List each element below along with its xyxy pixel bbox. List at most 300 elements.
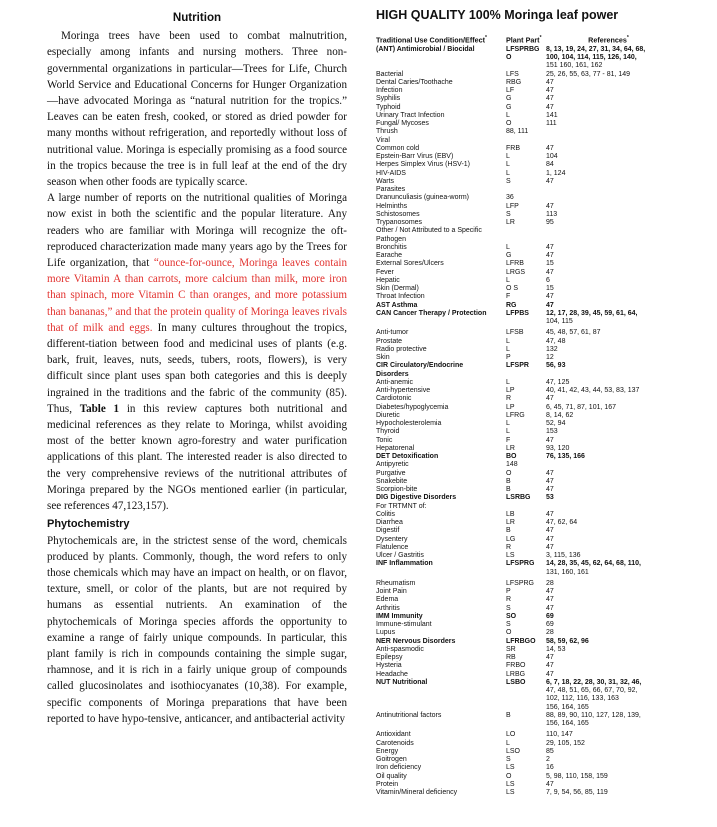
- condition-cell: Diabetes/hypoglycemia: [376, 403, 449, 411]
- condition-cell: Schistosomes: [376, 210, 420, 218]
- plant-part-cell: [506, 62, 546, 70]
- references-cell: 47, 62, 64: [546, 519, 578, 527]
- plant-part-cell: O S: [506, 285, 519, 293]
- table-row: [376, 404, 711, 412]
- references-cell: 93, 120: [546, 444, 570, 452]
- table-row: [376, 112, 711, 120]
- references-cell: 6, 7, 18, 22, 28, 30, 31, 32, 46,: [546, 678, 642, 686]
- header-condition: [376, 34, 506, 45]
- condition-cell: Energy: [376, 747, 399, 755]
- table-row: [376, 170, 711, 178]
- condition-cell: Flatulence: [376, 543, 409, 551]
- plant-part-cell: O: [506, 469, 512, 477]
- table-row: [376, 445, 711, 453]
- table-row: [376, 486, 711, 494]
- table-row: [376, 227, 711, 235]
- condition-cell: Dysentery: [376, 535, 408, 543]
- condition-cell: Prostate: [376, 337, 403, 345]
- table-row: [376, 588, 711, 596]
- condition-cell: Antioxidant: [376, 731, 411, 739]
- references-cell: 14, 53: [546, 645, 566, 653]
- references-cell: 84: [546, 161, 554, 169]
- paragraph-text: in this review captures both nutritional and medicinal references as they relate to Moringa, whilst avoiding most of the better known agro-forestry and water purification applications of this plant. The interested reader is also directed to the very comprehensive reviews of the nutritional attributes of Moringa prepared by the NGOs mentioned earlier (in particular, see references 47,123,157).: [47, 402, 347, 513]
- plant-part-cell: LRBG: [506, 670, 526, 678]
- condition-cell: INF Inflammation: [376, 560, 433, 568]
- references-cell: 29, 105, 152: [546, 739, 585, 747]
- header-mark: *: [626, 35, 629, 41]
- plant-part-cell: LS: [506, 780, 515, 788]
- table-row: [376, 293, 711, 301]
- references-cell: 47: [546, 243, 554, 251]
- plant-part-cell: [506, 227, 546, 235]
- condition-cell: Thrush: [376, 128, 398, 136]
- table-row: [376, 428, 711, 436]
- condition-cell: Syphilis: [376, 95, 401, 103]
- condition-cell: Helminths: [376, 202, 408, 210]
- table-row: [376, 470, 711, 478]
- plant-part-cell: B: [506, 711, 511, 719]
- references-cell: [546, 503, 711, 511]
- plant-part-cell: LFSPRG: [506, 560, 535, 568]
- references-cell: 47: [546, 301, 554, 309]
- plant-part-cell: LS: [506, 552, 515, 560]
- condition-cell: [376, 569, 506, 577]
- plant-part-cell: LR: [506, 519, 515, 527]
- references-cell: 6, 45, 71, 87, 101, 167: [546, 403, 617, 411]
- table-row: [376, 71, 711, 79]
- table-body: [376, 46, 711, 798]
- table-row: [376, 756, 711, 764]
- condition-cell: Anti-anemic: [376, 378, 413, 386]
- references-cell: 47, 125: [546, 378, 570, 386]
- plant-part-cell: G: [506, 95, 512, 103]
- condition-cell: Tonic: [376, 436, 393, 444]
- plant-part-cell: [506, 186, 546, 194]
- references-cell: 14, 28, 35, 45, 62, 64, 68, 110,: [546, 560, 641, 568]
- references-cell: 95: [546, 219, 554, 227]
- references-cell: 47: [546, 202, 554, 210]
- table-row: [376, 338, 711, 346]
- table-row: [376, 277, 711, 285]
- table-row: [376, 731, 711, 739]
- references-cell: [546, 371, 711, 379]
- references-cell: 6: [546, 276, 550, 284]
- condition-cell: For TRTMNT of:: [376, 502, 427, 510]
- condition-cell: Earache: [376, 252, 403, 260]
- table-row: [376, 412, 711, 420]
- plant-part-cell: LRGS: [506, 268, 526, 276]
- header-references: [546, 34, 711, 45]
- condition-cell: Antipyretic: [376, 461, 409, 469]
- references-cell: 132: [546, 345, 558, 353]
- table-row: [376, 773, 711, 781]
- references-cell: 102, 112, 116, 133, 163: [546, 695, 619, 703]
- plant-part-cell: LP: [506, 387, 515, 395]
- references-cell: 104, 115: [546, 318, 573, 326]
- plant-part-cell: [506, 687, 546, 695]
- table-row: [376, 46, 711, 54]
- plant-part-cell: LS: [506, 764, 515, 772]
- plant-part-cell: S: [506, 756, 511, 764]
- paragraph-text: A large number of reports on the nutritional qualities of Moringa now exist in both the scientific and the popular literature. Any readers who are familiar with Moringa will recognize the oft-reproduced characterization made many years ago by the Trees for Life organization, that: [47, 192, 347, 270]
- plant-part-cell: FRB: [506, 144, 520, 152]
- references-cell: 40, 41, 42, 43, 44, 53, 83, 137: [546, 387, 640, 395]
- plant-part-cell: [506, 236, 546, 244]
- references-cell: 156, 164, 165: [546, 703, 589, 711]
- table-row: [376, 95, 711, 103]
- condition-cell: Joint Pain: [376, 588, 407, 596]
- condition-cell: Disorders: [376, 370, 409, 378]
- references-cell: 113: [546, 210, 558, 218]
- references-cell: [546, 236, 711, 244]
- references-cell: [546, 461, 711, 469]
- condition-cell: Skin: [376, 354, 390, 362]
- condition-cell: DET Detoxification: [376, 453, 439, 461]
- table-row: [376, 346, 711, 354]
- header-condition-label: Traditional Use Condition/Effect: [376, 35, 486, 45]
- plant-part-cell: LFSPR: [506, 362, 529, 370]
- references-cell: 47: [546, 510, 554, 518]
- table-row: [376, 161, 711, 169]
- condition-cell: Edema: [376, 596, 399, 604]
- table-row: [376, 310, 711, 318]
- table-row: [376, 494, 711, 502]
- table-row: [376, 596, 711, 604]
- plant-part-cell: R: [506, 543, 512, 551]
- table-row: [376, 244, 711, 252]
- plant-part-cell: L: [506, 739, 510, 747]
- plant-part-cell: L: [506, 153, 510, 161]
- table-row: [376, 461, 711, 469]
- table-row: [376, 536, 711, 544]
- plant-part-cell: B: [506, 527, 511, 535]
- references-cell: 104: [546, 153, 558, 161]
- references-cell: 47: [546, 395, 554, 403]
- condition-cell: [376, 318, 506, 326]
- references-cell: 8, 14, 62: [546, 411, 574, 419]
- table-row: [376, 695, 711, 703]
- table-row: [376, 519, 711, 527]
- condition-cell: [376, 62, 506, 70]
- condition-cell: Other / Not Attributed to a Specific: [376, 227, 482, 235]
- condition-cell: Throat Infection: [376, 293, 425, 301]
- condition-cell: CIR Circulatory/Endocrine: [376, 362, 464, 370]
- plant-part-cell: [506, 569, 546, 577]
- plant-part-cell: FRBO: [506, 662, 526, 670]
- references-cell: 47: [546, 527, 554, 535]
- table-row: [376, 252, 711, 260]
- plant-part-cell: RG: [506, 301, 517, 309]
- condition-cell: Hepatorenal: [376, 444, 415, 452]
- condition-cell: Oil quality: [376, 772, 407, 780]
- plant-part-cell: [506, 704, 546, 712]
- table-row: [376, 318, 711, 326]
- header-mark: *: [485, 35, 487, 41]
- plant-part-cell: LR: [506, 219, 515, 227]
- table-row: [376, 580, 711, 588]
- plant-part-cell: LFRG: [506, 411, 525, 419]
- references-cell: 28: [546, 579, 554, 587]
- plant-part-cell: [506, 137, 546, 145]
- references-cell: 47: [546, 252, 554, 260]
- references-cell: 47: [546, 268, 554, 276]
- table-row: [376, 79, 711, 87]
- table-row: [376, 671, 711, 679]
- condition-cell: [376, 54, 506, 62]
- plant-part-cell: LF: [506, 87, 515, 95]
- plant-part-cell: [506, 318, 546, 326]
- condition-cell: NUT Nutritional: [376, 678, 428, 686]
- references-cell: 47: [546, 604, 554, 612]
- table-row: [376, 104, 711, 112]
- table-row: [376, 704, 711, 712]
- plant-part-cell: LFSB: [506, 329, 524, 337]
- references-cell: 12, 17, 28, 39, 45, 59, 61, 64,: [546, 309, 638, 317]
- references-cell: 85: [546, 747, 554, 755]
- plant-part-cell: S: [506, 604, 511, 612]
- table-row: [376, 605, 711, 613]
- table-row: [376, 654, 711, 662]
- references-cell: 47: [546, 144, 554, 152]
- references-cell: 47: [546, 177, 554, 185]
- plant-part-cell: [506, 503, 546, 511]
- references-cell: [546, 128, 711, 136]
- condition-cell: Hysteria: [376, 662, 402, 670]
- references-cell: 47: [546, 535, 554, 543]
- highlighted-quote: “ounce-for-ounce, Moringa leaves contain more Vitamin A than carrots, more calcium than milk, more iron than spinach, more Vitamin C than oranges, and more potassium than bananas,” and that the protein quality of Moringa leaves rivals that of milk and eggs.: [47, 257, 347, 334]
- table-row: [376, 362, 711, 370]
- references-cell: [546, 186, 711, 194]
- plant-part-cell: LSRBG: [506, 494, 531, 502]
- plant-part-cell: LSBO: [506, 678, 526, 686]
- condition-cell: Immune-stimulant: [376, 621, 432, 629]
- references-cell: 47: [546, 596, 554, 604]
- references-cell: 28: [546, 629, 554, 637]
- plant-part-cell: L: [506, 428, 510, 436]
- plant-part-cell: L: [506, 337, 510, 345]
- references-cell: 47: [546, 103, 554, 111]
- references-cell: 47: [546, 670, 554, 678]
- references-cell: 7, 9, 54, 56, 85, 119: [546, 789, 608, 797]
- references-cell: [546, 194, 711, 202]
- plant-part-cell: 88, 111: [506, 128, 529, 136]
- condition-cell: Colitis: [376, 510, 396, 518]
- condition-cell: Bacterial: [376, 70, 404, 78]
- header-mark: *: [539, 35, 542, 41]
- condition-cell: NER Nervous Disorders: [376, 637, 456, 645]
- references-cell: 5, 98, 110, 158, 159: [546, 772, 608, 780]
- plant-part-cell: [506, 720, 546, 728]
- condition-cell: [376, 695, 506, 703]
- paragraph-nutrition-reports: [47, 190, 347, 514]
- table-row: [376, 552, 711, 560]
- references-cell: 56, 93: [546, 362, 566, 370]
- condition-cell: [376, 704, 506, 712]
- references-cell: 141: [546, 111, 558, 119]
- references-cell: 16: [546, 764, 554, 772]
- references-cell: 110, 147: [546, 731, 573, 739]
- plant-part-cell: L: [506, 420, 510, 428]
- condition-cell: Anti-tumor: [376, 329, 409, 337]
- table-row: [376, 662, 711, 670]
- condition-cell: Parasites: [376, 186, 406, 194]
- table-title: HIGH QUALITY 100% Moringa leaf power: [376, 8, 619, 22]
- table-row: [376, 379, 711, 387]
- plant-part-cell: LFP: [506, 202, 519, 210]
- table-row: [376, 453, 711, 461]
- condition-cell: Hepatic: [376, 276, 400, 284]
- table-row: [376, 54, 711, 62]
- condition-cell: Diarrhea: [376, 519, 403, 527]
- table-row: [376, 740, 711, 748]
- condition-cell: Thyroid: [376, 428, 400, 436]
- references-cell: 69: [546, 621, 554, 629]
- plant-part-cell: 148: [506, 461, 518, 469]
- condition-cell: Pathogen: [376, 235, 406, 243]
- plant-part-cell: LG: [506, 535, 516, 543]
- table-row: [376, 613, 711, 621]
- table-row: [376, 87, 711, 95]
- plant-part-cell: S: [506, 177, 511, 185]
- plant-part-cell: O: [506, 629, 512, 637]
- table-row: [376, 260, 711, 268]
- condition-cell: Typhoid: [376, 103, 401, 111]
- condition-cell: Viral: [376, 136, 390, 144]
- plant-part-cell: LFSPRBG: [506, 45, 540, 53]
- table-row: [376, 329, 711, 337]
- table-row: [376, 646, 711, 654]
- table-row: [376, 712, 711, 720]
- condition-cell: Vitamin/Mineral deficiency: [376, 789, 458, 797]
- condition-cell: IMM Immunity: [376, 612, 423, 620]
- plant-part-cell: LB: [506, 510, 515, 518]
- plant-part-cell: LP: [506, 403, 515, 411]
- condition-cell: Bronchitis: [376, 243, 407, 251]
- references-cell: 52, 94: [546, 420, 566, 428]
- plant-part-cell: F: [506, 293, 511, 301]
- table-row: [376, 748, 711, 756]
- table-row: [376, 269, 711, 277]
- plant-part-cell: O: [506, 54, 512, 62]
- table-row: [376, 679, 711, 687]
- references-cell: 53: [546, 494, 554, 502]
- condition-cell: Iron deficiency: [376, 764, 422, 772]
- paragraph-nutrition-intro: Moringa trees have been used to combat malnutrition, especially among infants and nursing mothers. Three non-governmental organizations in particular—Trees for Life, Church World Service and Educational Concerns for Hunger Organization—have advocated Moringa as “natural nutrition for the tropics.” Leaves can be eaten fresh, cooked, or stored as dried powder for many months without refrigeration, and reportedly without loss of nutritional value. Moringa is especially promising as a food source in the tropics because the tree is in full leaf at the end of the dry season when other foods are typically scarce.: [47, 30, 347, 189]
- table-row: [376, 285, 711, 293]
- condition-cell: Goitrogen: [376, 756, 407, 764]
- table-row: [376, 569, 711, 577]
- table-row: [376, 629, 711, 637]
- condition-cell: AST Asthma: [376, 301, 418, 309]
- table-row: [376, 128, 711, 136]
- references-cell: 47: [546, 469, 554, 477]
- uses-table-panel: [376, 8, 711, 797]
- table-row: [376, 203, 711, 211]
- plant-part-cell: 36: [506, 194, 514, 202]
- references-cell: 15: [546, 260, 554, 268]
- table-row: [376, 371, 711, 379]
- plant-part-cell: LFS: [506, 70, 519, 78]
- condition-cell: [376, 687, 506, 695]
- plant-part-cell: L: [506, 111, 510, 119]
- condition-cell: External Sores/Ulcers: [376, 260, 444, 268]
- plant-part-cell: [506, 695, 546, 703]
- references-cell: 12: [546, 354, 554, 362]
- plant-part-cell: [506, 371, 546, 379]
- references-cell: 47: [546, 78, 554, 86]
- condition-cell: Trypanosomes: [376, 219, 423, 227]
- plant-part-cell: B: [506, 477, 511, 485]
- condition-cell: Anti-hypertensive: [376, 387, 431, 395]
- plant-part-cell: S: [506, 621, 511, 629]
- references-cell: 47, 48: [546, 337, 566, 345]
- references-cell: [546, 137, 711, 145]
- references-cell: 47: [546, 436, 554, 444]
- table-row: [376, 145, 711, 153]
- table-row: [376, 236, 711, 244]
- plant-part-cell: LSO: [506, 747, 521, 755]
- references-cell: 131, 160, 161: [546, 568, 589, 576]
- table-row: [376, 527, 711, 535]
- header-plant-part: [506, 34, 546, 45]
- plant-part-cell: LFSPRG: [506, 579, 535, 587]
- condition-cell: Digestif: [376, 527, 400, 535]
- table-row: [376, 153, 711, 161]
- table-row: [376, 395, 711, 403]
- condition-cell: Herpes Simplex Virus (HSV-1): [376, 161, 471, 169]
- plant-part-cell: SR: [506, 645, 516, 653]
- references-cell: 45, 48, 57, 61, 87: [546, 329, 601, 337]
- table-row: [376, 560, 711, 568]
- table-row: [376, 186, 711, 194]
- table-row: [376, 302, 711, 310]
- paragraph-text: In many cultures throughout the tropics, different-tiation between food and medicinal uses of plants (e.g. bark, fruit, leaves, nuts, seeds, tubers, roots, flowers), is very difficult since plant uses span both categories and this is deeply ingrained in the traditions and the fabric of the community (85). Thus,: [47, 321, 348, 415]
- plant-part-cell: L: [506, 345, 510, 353]
- references-cell: [546, 227, 711, 235]
- condition-cell: Snakebite: [376, 477, 408, 485]
- references-cell: 47: [546, 477, 554, 485]
- condition-cell: HIV-AIDS: [376, 169, 406, 177]
- plant-part-cell: O: [506, 120, 512, 128]
- condition-cell: (ANT) Antimicrobial / Biocidal: [376, 45, 475, 53]
- table-row: [376, 178, 711, 186]
- table-row: [376, 544, 711, 552]
- plant-part-cell: B: [506, 486, 511, 494]
- table-row: [376, 789, 711, 797]
- plant-part-cell: L: [506, 243, 510, 251]
- condition-cell: Hypocholesterolemia: [376, 420, 442, 428]
- condition-cell: Diuretic: [376, 411, 400, 419]
- condition-cell: Purgative: [376, 469, 406, 477]
- references-cell: 47: [546, 95, 554, 103]
- references-cell: 69: [546, 612, 554, 620]
- references-cell: 47, 48, 51, 65, 66, 67, 70, 92,: [546, 687, 638, 695]
- references-cell: 8, 13, 19, 24, 27, 31, 34, 64, 68,: [546, 45, 646, 53]
- plant-part-cell: P: [506, 354, 511, 362]
- condition-cell: Epilepsy: [376, 654, 403, 662]
- references-cell: 153: [546, 428, 558, 436]
- condition-cell: Headache: [376, 670, 408, 678]
- plant-part-cell: F: [506, 436, 511, 444]
- plant-part-cell: SO: [506, 612, 517, 620]
- condition-cell: Warts: [376, 177, 395, 185]
- condition-cell: Dental Caries/Toothache: [376, 78, 453, 86]
- references-cell: 156, 164, 165: [546, 720, 589, 728]
- references-cell: 47: [546, 87, 554, 95]
- table-row: [376, 720, 711, 728]
- condition-cell: Protein: [376, 780, 399, 788]
- plant-part-cell: S: [506, 210, 511, 218]
